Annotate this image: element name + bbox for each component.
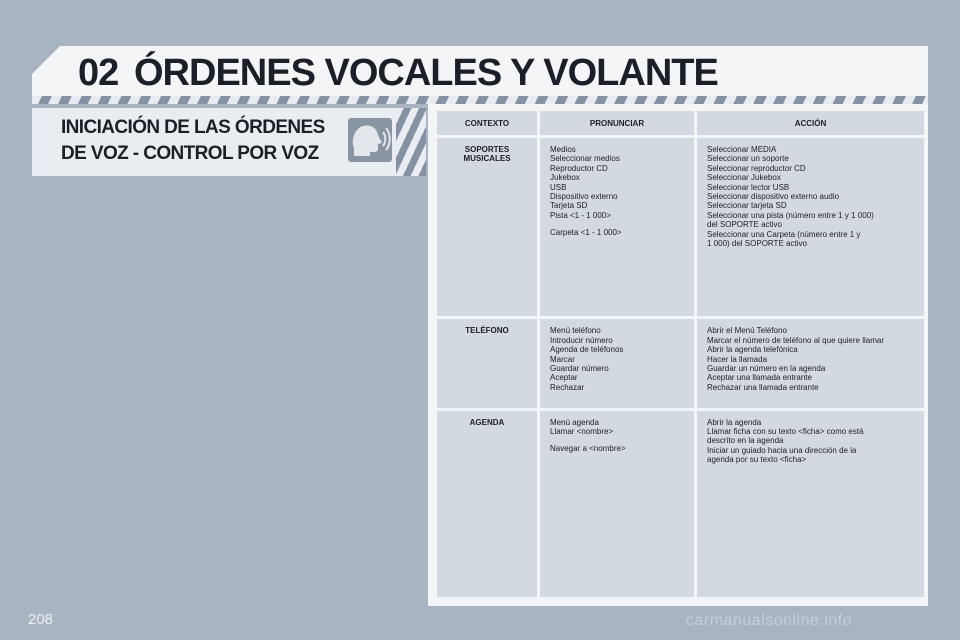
pronounce-cell [540, 411, 694, 597]
action-description: agenda por su texto <ficha> [707, 455, 807, 465]
section-title-line-1: INICIACIÓN DE LAS ÓRDENES [61, 117, 325, 138]
table-header-row [437, 111, 924, 135]
action-description: Abrir la agenda [707, 417, 762, 427]
command-phrase: Dispositivo externo [550, 192, 618, 202]
action-description: Seleccionar un soporte [707, 154, 789, 164]
voice-commands-table [434, 108, 927, 600]
command-phrase: Menú teléfono [550, 326, 601, 336]
table-row [437, 138, 924, 316]
pronounce-cell [540, 138, 694, 316]
action-description: del SOPORTE activo [707, 220, 782, 230]
pronounce-cell [540, 319, 694, 407]
command-phrase: USB [550, 182, 567, 192]
voice-command-icon [348, 118, 392, 162]
header-stripe [32, 96, 928, 104]
context-cell [437, 319, 537, 407]
action-description: Abrir el Menú Teléfono [707, 326, 787, 336]
command-phrase: Aceptar [550, 373, 578, 383]
command-phrase: Pista <1 - 1 000> [550, 210, 611, 220]
section-title-line-2: DE VOZ - CONTROL POR VOZ [61, 143, 319, 164]
action-description: Llamar ficha con su texto <ficha> como está [707, 426, 864, 436]
column-header-pronounce: PRONUNCIAR [540, 111, 694, 135]
command-phrase: Jukebox [550, 173, 580, 183]
command-phrase: Introducir número [550, 335, 613, 345]
command-phrase: Llamar <nombre> [550, 426, 614, 436]
command-phrase: Agenda de teléfonos [550, 345, 624, 355]
action-description: Seleccionar una pista (número entre 1 y 1 000) [707, 210, 874, 220]
command-phrase: Carpeta <1 - 1 000> [550, 228, 622, 238]
context-label: SOPORTES [464, 145, 510, 154]
subtitle-stripes [396, 108, 426, 176]
action-description: Seleccionar tarjeta SD [707, 201, 787, 211]
context-label: AGENDA [469, 417, 505, 427]
action-cell [697, 319, 924, 407]
spacer [550, 436, 686, 444]
context-cell [437, 138, 537, 316]
page-title: ÓRDENES VOCALES Y VOLANTE [134, 52, 718, 94]
command-phrase: Medios [550, 145, 576, 154]
command-phrase: Rechazar [550, 382, 585, 392]
action-description: Seleccionar MEDIA [707, 145, 777, 154]
context-cell [437, 411, 537, 597]
action-cell [697, 138, 924, 316]
action-description: Rechazar una llamada entrante [707, 382, 819, 392]
column-header-context: CONTEXTO [437, 111, 537, 135]
command-phrase: Guardar número [550, 364, 609, 374]
action-description: Abrir la agenda telefónica [707, 345, 798, 355]
action-description: Aceptar una llamada entrante [707, 373, 812, 383]
spacer [550, 220, 686, 228]
command-phrase: Reproductor CD [550, 163, 608, 173]
action-description: Guardar un número en la agenda [707, 364, 826, 374]
action-cell [697, 411, 924, 597]
action-description: Iniciar un guiado hacia una dirección de la [707, 445, 857, 455]
action-description: Seleccionar Jukebox [707, 173, 781, 183]
action-description: 1 000) del SOPORTE activo [707, 239, 807, 249]
page-number: 208 [28, 611, 54, 628]
action-description: Marcar el número de teléfono al que quiere llamar [707, 335, 884, 345]
command-phrase: Marcar [550, 354, 575, 364]
action-description: Seleccionar una Carpeta (número entre 1 y [707, 229, 861, 239]
action-description: descrito en la agenda [707, 436, 784, 446]
watermark: carmanualsonline.info [686, 612, 853, 629]
command-phrase: Menú agenda [550, 417, 599, 427]
action-description: Seleccionar dispositivo externo audio [707, 192, 840, 202]
table-row [437, 411, 924, 597]
action-description: Seleccionar lector USB [707, 182, 790, 192]
command-phrase: Navegar a <nombre> [550, 444, 626, 454]
context-label: TELÉFONO [465, 326, 509, 336]
command-phrase: Tarjeta SD [550, 201, 588, 211]
column-header-action: ACCIÓN [697, 111, 924, 135]
action-description: Seleccionar reproductor CD [707, 163, 806, 173]
chapter-number: 02 [78, 52, 119, 94]
command-phrase: Seleccionar medios [550, 154, 620, 164]
table-row [437, 319, 924, 407]
action-description: Hacer la llamada [707, 354, 768, 364]
context-label: MUSICALES [463, 154, 511, 164]
